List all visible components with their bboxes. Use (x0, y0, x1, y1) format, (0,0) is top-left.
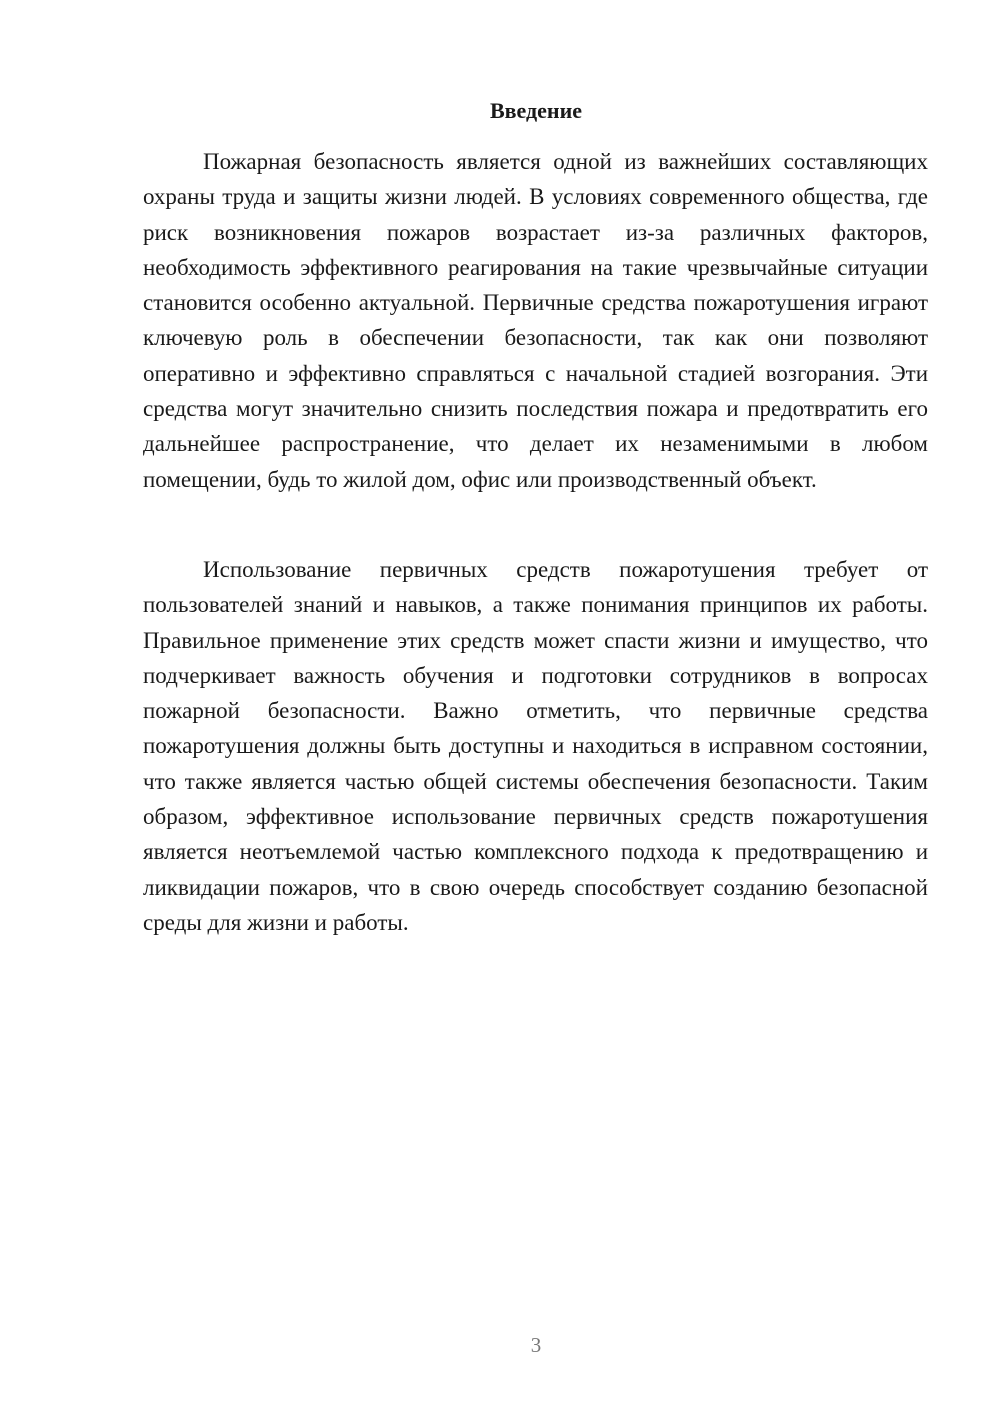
page-number: 3 (530, 1333, 542, 1357)
body-text-block-2 (143, 552, 928, 940)
section-heading: Введение (489, 98, 583, 123)
paragraph-1: Пожарная безопасность является одной из важнейших составляющих охраны труда и защиты жизни людей. В условиях современного общества, где риск возникновения пожаров возрастает из-за различных факторов, необходимость эффективного реагирования на такие чрезвычайные ситуации становится особенно актуальной. Первичные средства пожаротушения играют ключевую роль в обеспечении безопасности, так как они позволяют оперативно и эффективно справляться с начальной стадией возгорания. Эти средства могут значительно снизить последствия пожара и предотвратить его дальнейшее распространение, что делает их незаменимыми в любом помещении, будь то жилой дом, офис или производственный объект. (143, 149, 928, 492)
paragraph-2: Использование первичных средств пожаротушения требует от пользователей знаний и навыков, а также понимания принципов их работы. Правильное применение этих средств может спасти жизни и имущество, что подчеркивает важность обучения и подготовки сотрудников в вопросах пожарной безопасности. Важно отметить, что первичные средства пожаротушения должны быть доступны и находиться в исправном состоянии, что также является частью общей системы обеспечения безопасности. Таким образом, эффективное использование первичных средств пожаротушения является неотъемлемой частью комплексного подхода к предотвращению и ликвидации пожаров, что в свою очередь способствует созданию безопасной среды для жизни и работы. (143, 557, 928, 935)
body-text-block-1 (143, 144, 928, 497)
